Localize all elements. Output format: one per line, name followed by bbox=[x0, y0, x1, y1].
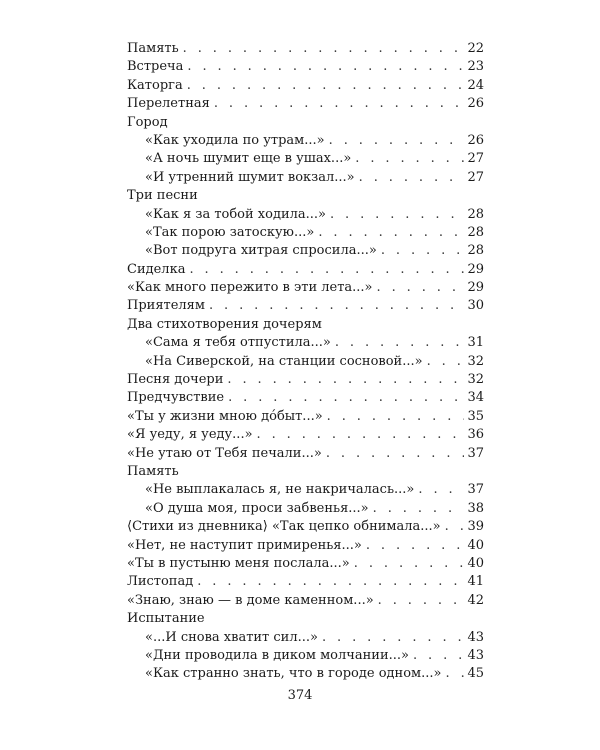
toc-leader-dots bbox=[354, 555, 465, 573]
toc-entry-page: 27 bbox=[467, 151, 484, 167]
toc-leader-dots bbox=[446, 665, 465, 683]
toc-entry-title: Память bbox=[127, 463, 179, 479]
toc-entry bbox=[127, 537, 484, 555]
toc-entry-title: Приятелям bbox=[127, 298, 205, 314]
toc-leader-dots bbox=[257, 426, 465, 444]
toc-entry-page: 27 bbox=[467, 169, 484, 185]
toc-entry bbox=[127, 169, 484, 187]
toc-entry-title: Испытание bbox=[127, 611, 205, 627]
toc-leader-dots bbox=[335, 334, 465, 352]
toc-entry bbox=[127, 426, 484, 444]
toc-section-heading bbox=[127, 463, 484, 481]
toc-entry-title: «Как много пережито в эти лета...» bbox=[127, 280, 373, 296]
toc-entry bbox=[127, 77, 484, 95]
toc-entry-title: Предчувствие bbox=[127, 390, 225, 406]
toc-section-heading bbox=[127, 114, 484, 132]
toc-entry bbox=[127, 389, 484, 407]
toc-leader-dots bbox=[330, 206, 464, 224]
toc-entry bbox=[127, 224, 484, 242]
toc-entry bbox=[127, 481, 484, 499]
toc-leader-dots bbox=[187, 58, 464, 76]
toc-entry bbox=[127, 242, 484, 260]
toc-entry-title: «И утренний шумит вокзал...» bbox=[145, 169, 355, 185]
toc-entry-title: «Не утаю от Тебя печали...» bbox=[127, 445, 322, 461]
table-of-contents bbox=[127, 40, 484, 684]
toc-leader-dots bbox=[189, 261, 464, 279]
toc-entry-title: Перелетная bbox=[127, 96, 210, 112]
toc-entry-title: Память bbox=[127, 41, 179, 56]
toc-entry bbox=[127, 150, 484, 168]
toc-entry-title: «На Сиверской, на станции сосновой...» bbox=[145, 353, 423, 369]
toc-entry-page: 34 bbox=[467, 390, 484, 406]
toc-entry bbox=[127, 592, 484, 610]
toc-entry bbox=[127, 665, 484, 683]
toc-entry bbox=[127, 261, 484, 279]
toc-leader-dots bbox=[355, 150, 464, 168]
toc-entry-title: «Знаю, знаю — в доме каменном...» bbox=[127, 592, 374, 608]
toc-entry-title: «А ночь шумит еще в ушах...» bbox=[145, 151, 352, 167]
toc-section-heading bbox=[127, 610, 484, 628]
toc-entry-page: 43 bbox=[467, 647, 484, 663]
toc-entry-title: «Как странно знать, что в городе одном...» bbox=[145, 666, 442, 682]
toc-entry-page: 30 bbox=[467, 298, 484, 314]
toc-entry-title: «Ты у жизни мною дóбыт...» bbox=[127, 408, 323, 424]
toc-leader-dots bbox=[366, 537, 465, 555]
toc-entry-title: «Вот подруга хитрая спросила...» bbox=[145, 243, 377, 259]
toc-entry-page: 28 bbox=[467, 206, 484, 222]
toc-entry-page: 38 bbox=[467, 500, 484, 516]
toc-leader-dots bbox=[326, 445, 465, 463]
toc-leader-dots bbox=[445, 518, 465, 536]
toc-entry-title: «Дни проводила в диком молчании...» bbox=[145, 647, 409, 663]
toc-entry-page: 42 bbox=[467, 592, 484, 608]
toc-entry-title: Город bbox=[127, 114, 168, 130]
toc-leader-dots bbox=[418, 481, 464, 499]
toc-entry-title: «Как я за тобой ходила...» bbox=[145, 206, 326, 222]
toc-entry-page: 32 bbox=[467, 372, 484, 388]
toc-entry-title: «Так порою затоскую...» bbox=[145, 224, 315, 240]
toc-leader-dots bbox=[214, 95, 465, 113]
toc-entry-title: «Сама я тебя отпустила...» bbox=[145, 335, 331, 351]
toc-entry-title: Встреча bbox=[127, 59, 184, 75]
toc-entry-page: 36 bbox=[467, 427, 484, 443]
toc-entry bbox=[127, 58, 484, 76]
toc-entry-title: «...И снова хватит сил...» bbox=[145, 629, 318, 645]
toc-entry-page: 37 bbox=[467, 482, 484, 498]
toc-leader-dots bbox=[183, 40, 465, 58]
toc-entry bbox=[127, 371, 484, 389]
toc-entry bbox=[127, 629, 484, 647]
toc-entry-page: 39 bbox=[467, 519, 484, 535]
toc-entry-title: «Как уходила по утрам...» bbox=[145, 132, 325, 148]
toc-leader-dots bbox=[322, 629, 465, 647]
toc-leader-dots bbox=[359, 169, 465, 187]
toc-leader-dots bbox=[318, 224, 464, 242]
toc-leader-dots bbox=[413, 647, 464, 665]
toc-entry-page: 28 bbox=[467, 243, 484, 259]
toc-leader-dots bbox=[377, 279, 465, 297]
toc-entry bbox=[127, 555, 484, 573]
toc-entry-page: 23 bbox=[467, 59, 484, 75]
toc-entry bbox=[127, 132, 484, 150]
toc-entry-title: ⟨Стихи из дневника⟩ «Так цепко обнимала...» bbox=[127, 519, 441, 535]
toc-entry-page: 29 bbox=[467, 280, 484, 296]
toc-leader-dots bbox=[327, 408, 465, 426]
toc-entry-title: «Нет, не наступит примиренья...» bbox=[127, 537, 362, 553]
toc-section-heading bbox=[127, 187, 484, 205]
toc-entry bbox=[127, 206, 484, 224]
toc-entry-page: 24 bbox=[467, 77, 484, 93]
toc-entry bbox=[127, 408, 484, 426]
toc-entry-title: «Не выплакалась я, не накричалась...» bbox=[145, 482, 415, 498]
toc-leader-dots bbox=[209, 297, 464, 315]
toc-entry-title: Песня дочери bbox=[127, 372, 224, 388]
toc-entry-title: «Ты в пустыню меня послала...» bbox=[127, 555, 350, 571]
toc-entry-page: 37 bbox=[467, 445, 484, 461]
toc-entry bbox=[127, 500, 484, 518]
toc-entry-title: Три песни bbox=[127, 188, 198, 204]
toc-entry bbox=[127, 445, 484, 463]
toc-leader-dots bbox=[427, 353, 465, 371]
toc-entry-page: 40 bbox=[467, 555, 484, 571]
toc-entry-title: Два стихотворения дочерям bbox=[127, 316, 322, 332]
toc-entry bbox=[127, 95, 484, 113]
toc-entry-title: Сиделка bbox=[127, 261, 186, 277]
toc-entry-page: 40 bbox=[467, 537, 484, 553]
toc-entry-title: Каторга bbox=[127, 77, 183, 93]
toc-leader-dots bbox=[228, 389, 464, 407]
toc-entry-page: 22 bbox=[467, 41, 484, 56]
toc-leader-dots bbox=[378, 592, 465, 610]
toc-entry bbox=[127, 573, 484, 591]
toc-leader-dots bbox=[329, 132, 465, 150]
toc-entry bbox=[127, 518, 484, 536]
toc-entry-page: 29 bbox=[467, 261, 484, 277]
toc-leader-dots bbox=[197, 573, 464, 591]
toc-leader-dots bbox=[187, 77, 465, 95]
toc-leader-dots bbox=[373, 500, 465, 518]
toc-entry bbox=[127, 40, 484, 58]
toc-entry bbox=[127, 297, 484, 315]
toc-entry-page: 32 bbox=[467, 353, 484, 369]
toc-section-heading bbox=[127, 316, 484, 334]
toc-entry-page: 28 bbox=[467, 224, 484, 240]
toc-entry-page: 35 bbox=[467, 408, 484, 424]
toc-leader-dots bbox=[381, 242, 465, 260]
toc-entry-page: 45 bbox=[467, 666, 484, 682]
toc-entry-page: 26 bbox=[467, 96, 484, 112]
toc-entry-page: 41 bbox=[467, 574, 484, 590]
toc-leader-dots bbox=[227, 371, 464, 389]
toc-entry bbox=[127, 279, 484, 297]
toc-entry-page: 31 bbox=[467, 335, 484, 351]
toc-entry-page: 26 bbox=[467, 132, 484, 148]
toc-entry-title: «Я уеду, я уеду...» bbox=[127, 427, 253, 443]
toc-entry bbox=[127, 334, 484, 352]
toc-entry-title: Листопад bbox=[127, 574, 194, 590]
toc-entry bbox=[127, 353, 484, 371]
toc-entry-title: «О душа моя, проси забвенья...» bbox=[145, 500, 369, 516]
page-number: 374 bbox=[287, 688, 313, 703]
toc-entry bbox=[127, 647, 484, 665]
toc-entry-page: 43 bbox=[467, 629, 484, 645]
